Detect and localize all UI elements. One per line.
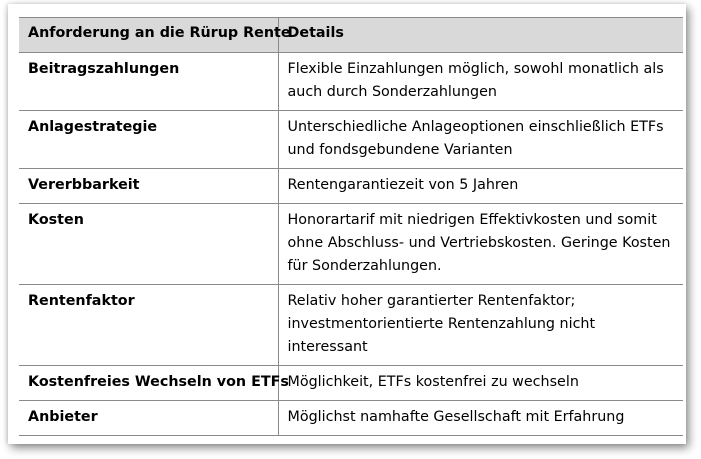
table-row — [19, 111, 683, 169]
row-details: Rentengarantiezeit von 5 Jahren — [278, 169, 683, 204]
row-details: Unterschiedliche Anlageoptionen einschließlich ETFs und fondsgebundene Varianten — [278, 111, 683, 169]
table-row — [19, 169, 683, 204]
row-label: Kostenfreies Wechseln von ETFs — [19, 366, 278, 401]
table-row — [19, 366, 683, 401]
row-details: Möglichst namhafte Gesellschaft mit Erfahrung — [278, 401, 683, 436]
row-label: Anbieter — [19, 401, 278, 436]
row-label: Beitragszahlungen — [19, 53, 278, 111]
row-label: Kosten — [19, 204, 278, 285]
row-details: Honorartarif mit niedrigen Effektivkosten und somit ohne Abschluss- und Vertriebskosten. Geringe Kosten für Sonderzahlungen. — [278, 204, 683, 285]
table-row — [19, 204, 683, 285]
header-details: Details — [278, 18, 683, 53]
table-row — [19, 285, 683, 366]
row-details: Relativ hoher garantierter Rentenfaktor; investmentorientierte Rentenzahlung nicht interessant — [278, 285, 683, 366]
row-label: Anlagestrategie — [19, 111, 278, 169]
row-details: Flexible Einzahlungen möglich, sowohl monatlich als auch durch Sonderzahlungen — [278, 53, 683, 111]
table-header-row — [19, 18, 683, 53]
table-row — [19, 53, 683, 111]
header-requirement: Anforderung an die Rürup Rente — [19, 18, 278, 53]
requirements-table — [19, 17, 683, 436]
row-label: Rentenfaktor — [19, 285, 278, 366]
row-label: Vererbbarkeit — [19, 169, 278, 204]
row-details: Möglichkeit, ETFs kostenfrei zu wechseln — [278, 366, 683, 401]
table-row — [19, 401, 683, 436]
